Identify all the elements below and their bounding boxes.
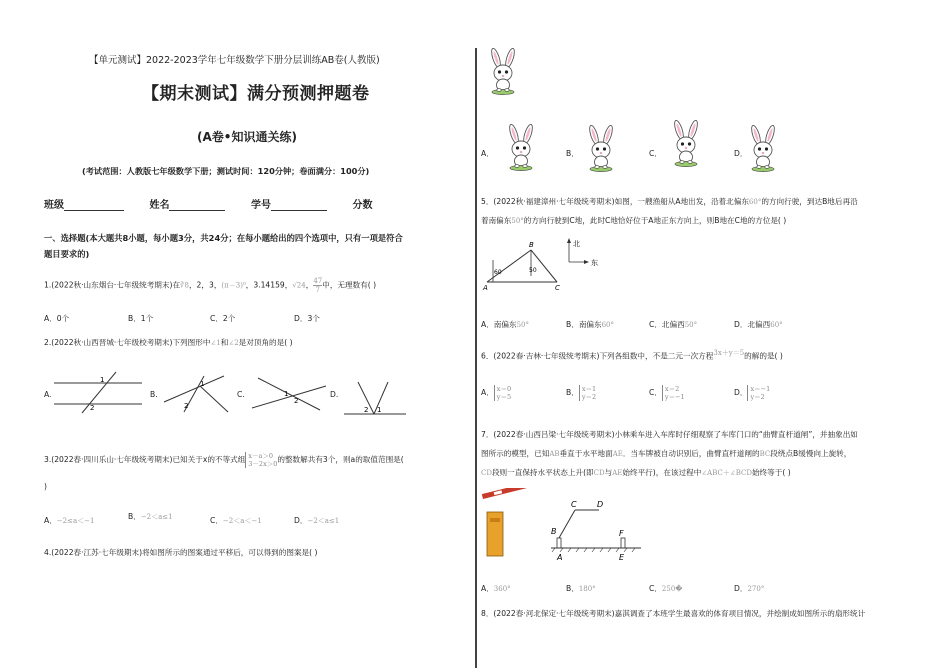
q1-frac-den: 7 bbox=[315, 286, 320, 294]
question-4: 4.(2022春·江苏·七年级期末)将如图所示的图案通过平移后，可以得到的图案是( ) bbox=[44, 548, 318, 557]
q1-option-b[interactable]: B．1个 bbox=[128, 314, 154, 323]
q7-math: AE bbox=[612, 469, 623, 477]
q1-math-sqrt24: √24 bbox=[292, 281, 306, 290]
question-7-line3 bbox=[481, 466, 791, 480]
q3-option-value: −2＜a＜−1 bbox=[222, 517, 262, 525]
q7-math: BC bbox=[759, 450, 771, 458]
q5-fig-a: A bbox=[483, 284, 488, 292]
svg-text:2: 2 bbox=[364, 406, 369, 414]
name-input[interactable] bbox=[169, 201, 225, 211]
q6-option-letter: D． bbox=[734, 388, 748, 397]
q7-option-value: 360° bbox=[493, 585, 511, 593]
svg-text:1: 1 bbox=[100, 376, 105, 384]
q1-math-pi: (π－3)⁰ bbox=[221, 281, 246, 290]
q7-text: 图所示的模型，已知 bbox=[481, 449, 550, 458]
q7-option-value: 180° bbox=[578, 585, 596, 593]
q6-sys-line: y＝2 bbox=[750, 393, 765, 401]
q1-sep: ， bbox=[305, 280, 314, 290]
right-column bbox=[477, 0, 950, 672]
q3-option-value: −2≤a＜−1 bbox=[56, 517, 95, 525]
q6-option-system bbox=[747, 385, 770, 401]
q1-text-end: 中，无理数有( ) bbox=[322, 280, 377, 290]
q7-math: CD bbox=[481, 469, 492, 477]
q3-sys-line: x－a＞0 bbox=[248, 452, 273, 460]
q1-option-a[interactable]: A．0个 bbox=[44, 314, 70, 323]
q5-fig-east: 东 bbox=[591, 259, 598, 267]
q6-option-c[interactable] bbox=[649, 385, 685, 401]
q6-text: 6．(2022春·吉林·七年级统考期末)下列各组数中，不是二元一次方程 bbox=[481, 351, 714, 361]
compass-north-head bbox=[567, 238, 571, 243]
q5-option-b[interactable] bbox=[566, 319, 614, 330]
question-6 bbox=[481, 346, 783, 364]
q7-text: ．当车牌被自动识别后，曲臂直杆道闸的 bbox=[622, 449, 760, 458]
score-label: 分数 bbox=[352, 200, 373, 211]
section1-title-line2: 题目要求的) bbox=[44, 249, 90, 259]
q7-option-d[interactable] bbox=[734, 583, 764, 594]
q6-option-b[interactable] bbox=[566, 385, 596, 401]
q1-math-fraction bbox=[313, 277, 322, 294]
q7-fig-c: C bbox=[571, 500, 577, 509]
question-5-line1 bbox=[481, 195, 858, 209]
id-input[interactable] bbox=[271, 201, 327, 211]
q1-option-d[interactable]: D．3个 bbox=[294, 314, 320, 323]
question-7-line2 bbox=[481, 447, 851, 461]
main-title: 【期末测试】满分预测押题卷 bbox=[142, 84, 370, 104]
class-input[interactable] bbox=[64, 201, 124, 211]
q1-sep: ，2，3， bbox=[188, 280, 222, 290]
svg-text:1: 1 bbox=[200, 380, 205, 388]
q5-fig-north: 北 bbox=[573, 240, 580, 248]
q4-option-c-rabbit bbox=[668, 114, 708, 172]
q3-inequality-system bbox=[245, 452, 277, 468]
q5-figure bbox=[481, 236, 601, 292]
svg-text:1: 1 bbox=[377, 406, 382, 414]
q6-sys-line: x＝1 bbox=[581, 385, 597, 393]
q3-option-value: −2＜a≤1 bbox=[307, 517, 340, 525]
q5-option-text: 北偏西 bbox=[661, 320, 685, 329]
question-5-line2 bbox=[481, 214, 786, 228]
q7-gate-illustration bbox=[481, 488, 551, 560]
q7-option-value: 250� bbox=[661, 585, 683, 593]
q6-sys-line: y＝5 bbox=[496, 393, 512, 401]
q7-text: 段绕点B缓慢向上旋转， bbox=[770, 449, 852, 458]
svg-text:1: 1 bbox=[284, 390, 289, 398]
q5-fig-b: B bbox=[529, 241, 534, 249]
q1-sep: ，3.14159， bbox=[245, 280, 293, 290]
q2-figure-d bbox=[342, 378, 408, 418]
q6-text-end: 的解的是( ) bbox=[744, 351, 783, 361]
q3-option-b[interactable] bbox=[128, 511, 173, 522]
q3-option-a[interactable] bbox=[44, 515, 94, 526]
q7-model-figure bbox=[545, 496, 645, 566]
compass-east-head bbox=[584, 260, 589, 264]
q7-option-c[interactable] bbox=[649, 583, 682, 594]
q7-fig-e: E bbox=[619, 553, 625, 562]
q4-option-d-label[interactable]: D． bbox=[734, 149, 748, 158]
q4-option-a-label[interactable]: A． bbox=[481, 149, 494, 158]
question-8: 8．(2022春·河北保定·七年级统考期末)嘉淇调查了本班学生最喜欢的体育项目情况，并绘制成如图所示的扇形统计 bbox=[481, 609, 866, 618]
q3-option-letter: C． bbox=[210, 516, 223, 525]
q5-fig-50: 50 bbox=[529, 267, 537, 274]
q6-option-letter: C． bbox=[649, 388, 662, 397]
q7-math: AB bbox=[549, 450, 560, 458]
post-ef bbox=[621, 538, 625, 548]
question-1 bbox=[44, 277, 376, 294]
q4-option-d-rabbit bbox=[745, 122, 785, 180]
q7-fig-a: A bbox=[557, 553, 563, 562]
q5-fig-c: C bbox=[555, 284, 560, 292]
q3-text: 3.(2022春·四川乐山·七年级统考期末)已知关于x的不等式组 bbox=[44, 455, 246, 464]
q5-option-math: 60° bbox=[770, 321, 783, 329]
q2-text: 和 bbox=[220, 338, 229, 347]
q2-text-end: 是对顶角的是( ) bbox=[238, 338, 293, 347]
q6-option-letter: A． bbox=[481, 388, 494, 397]
q5-option-c[interactable] bbox=[649, 319, 697, 330]
q7-text: 与 bbox=[604, 468, 613, 477]
question-2 bbox=[44, 336, 293, 350]
q5-option-a[interactable] bbox=[481, 319, 529, 330]
q1-frac-num: 47 bbox=[313, 277, 323, 285]
ground-hatching bbox=[552, 548, 635, 552]
q5-option-text: 北偏西 bbox=[747, 320, 771, 329]
q6-sys-line: x＝2 bbox=[664, 385, 680, 393]
q5-fig-60: 60 bbox=[494, 269, 502, 276]
svg-text:2: 2 bbox=[294, 397, 299, 405]
gate-cabinet-detail bbox=[490, 518, 500, 522]
q6-option-letter: B． bbox=[566, 388, 579, 397]
q6-option-system bbox=[662, 385, 685, 401]
class-label: 班级 bbox=[44, 200, 64, 211]
segment-bc bbox=[559, 510, 575, 538]
q3-sys-line: 3－2x＞0 bbox=[248, 460, 278, 468]
q6-option-a[interactable] bbox=[481, 385, 511, 401]
question-3 bbox=[44, 452, 404, 468]
q4-source-rabbit bbox=[485, 42, 525, 100]
q4-option-a-rabbit bbox=[503, 118, 543, 176]
id-label: 学号 bbox=[250, 200, 271, 211]
q7-option-value: 270° bbox=[747, 585, 765, 593]
q5-option-d[interactable] bbox=[734, 319, 783, 330]
q7-option-letter: B． bbox=[566, 584, 579, 593]
q6-sys-line: y＝−1 bbox=[664, 393, 685, 401]
q4-option-c-label[interactable]: C． bbox=[649, 149, 662, 158]
q5-math-60: 60° bbox=[748, 198, 762, 206]
q2-option-d-label[interactable]: D. bbox=[330, 390, 339, 399]
q5-line-ab bbox=[487, 250, 531, 282]
post-ab bbox=[557, 538, 561, 548]
q3-text-close: ) bbox=[44, 482, 47, 491]
q1-option-c[interactable]: C．2个 bbox=[210, 314, 236, 323]
q3-option-value: −2＜a≤1 bbox=[140, 513, 173, 521]
q4-option-b-label[interactable]: B． bbox=[566, 149, 579, 158]
q7-math: AE bbox=[612, 450, 623, 458]
q6-sys-line: x＝−1 bbox=[750, 385, 771, 393]
q7-text: 始终平行)，在该过程中 bbox=[622, 468, 702, 477]
q5-option-math: 50° bbox=[516, 321, 529, 329]
section1-title-line1: 一、选择题(本大题共8小题，每小题3分，共24分；在每小题给出的四个选项中，只有一项是符合 bbox=[44, 233, 403, 243]
q7-option-letter: A． bbox=[481, 584, 494, 593]
q2-text: 2.(2022秋·山西晋城·七年级校考期末)下列图形中 bbox=[44, 338, 211, 347]
q7-option-a[interactable] bbox=[481, 583, 511, 594]
q6-sys-line: x＝0 bbox=[496, 385, 512, 393]
q5-option-letter: C． bbox=[649, 320, 662, 329]
q5-option-letter: A． bbox=[481, 320, 494, 329]
q5-text: 的方向行驶，到达B地后再沿 bbox=[761, 197, 858, 206]
q5-option-math: 50° bbox=[684, 321, 698, 329]
q4-option-b-rabbit bbox=[583, 122, 623, 180]
q7-text: 垂直于水平地面 bbox=[559, 449, 613, 458]
q3-text-end: 的整数解共有3个，则a的取值范围是( bbox=[277, 455, 404, 464]
q3-option-letter: D． bbox=[294, 516, 308, 525]
q6-option-d[interactable] bbox=[734, 385, 770, 401]
q6-option-system bbox=[579, 385, 596, 401]
q2-option-a-label[interactable]: A. bbox=[44, 390, 52, 399]
q2-math-angle2: ∠2 bbox=[228, 339, 239, 347]
q6-option-system bbox=[494, 385, 511, 401]
question-7-line1: 7．(2022春·山西吕梁·七年级统考期末)小林乘车进入车库时仔细观察了车库门口的“曲臂直杆道闸”，并抽象出如 bbox=[481, 430, 858, 439]
q3-option-c[interactable] bbox=[210, 515, 262, 526]
q7-math-angles: ∠ABC＋∠BCD bbox=[701, 469, 752, 477]
gate-arm bbox=[482, 488, 549, 499]
q5-option-math: 60° bbox=[601, 321, 615, 329]
q2-math-angle1: ∠1 bbox=[210, 339, 221, 347]
svg-text:2: 2 bbox=[184, 402, 189, 410]
q5-option-letter: D． bbox=[734, 320, 748, 329]
q5-text: 的方向行驶到C地，此时C地恰好位于A地正东方向上，则B地在C地的方位是( ) bbox=[523, 216, 787, 225]
q6-math-equation: 3x＋y＝5 bbox=[713, 349, 745, 357]
q7-option-letter: D． bbox=[734, 584, 748, 593]
sub-title: (A卷•知识通关练) bbox=[197, 130, 297, 144]
q1-math-cuberoot8: ∛8 bbox=[180, 281, 189, 290]
q5-text: 着南偏东 bbox=[481, 216, 512, 225]
q5-line-bc bbox=[531, 250, 557, 282]
q7-fig-b: B bbox=[551, 527, 557, 536]
q2-option-c-label[interactable]: C. bbox=[237, 390, 245, 399]
q3-option-letter: A． bbox=[44, 516, 57, 525]
q2-figure-a bbox=[52, 370, 144, 414]
svg-text:2: 2 bbox=[90, 404, 95, 412]
q3-option-d[interactable] bbox=[294, 515, 339, 526]
q7-option-b[interactable] bbox=[566, 583, 596, 594]
q7-option-letter: C． bbox=[649, 584, 662, 593]
q5-math-50: 50° bbox=[511, 217, 524, 225]
unit-line: 【单元测试】2022-2023学年七年级数学下册分层训练AB卷(人教版) bbox=[89, 55, 380, 66]
q5-text: 5．(2022秋·福建漳州·七年级统考期末)如图，一艘渔船从A地出发，沿着北偏东 bbox=[481, 197, 749, 206]
q2-figure-c bbox=[248, 374, 328, 414]
name-label: 姓名 bbox=[149, 200, 170, 211]
q5-option-text: 南偏东 bbox=[493, 320, 517, 329]
q7-fig-d: D bbox=[597, 500, 604, 509]
q6-sys-line: y＝2 bbox=[581, 393, 597, 401]
q2-option-b-label[interactable]: B. bbox=[150, 390, 158, 399]
q1-text: 1.(2022秋·山东烟台·七年级统考期末)在 bbox=[44, 280, 181, 290]
student-fields bbox=[44, 196, 372, 211]
q7-text: 段则一直保持水平状态上升(即 bbox=[491, 468, 594, 477]
q7-math: CD bbox=[593, 469, 605, 477]
q3-option-letter: B． bbox=[128, 512, 141, 521]
q7-fig-f: F bbox=[619, 529, 624, 538]
exam-info: (考试范围：人教版七年级数学下册；测试时间：120分钟；卷面满分：100分) bbox=[82, 166, 370, 176]
q7-text: 始终等于( ) bbox=[751, 468, 791, 477]
q2-figure-b bbox=[160, 372, 232, 416]
q5-option-text: 南偏东 bbox=[578, 320, 602, 329]
q5-option-letter: B． bbox=[566, 320, 579, 329]
